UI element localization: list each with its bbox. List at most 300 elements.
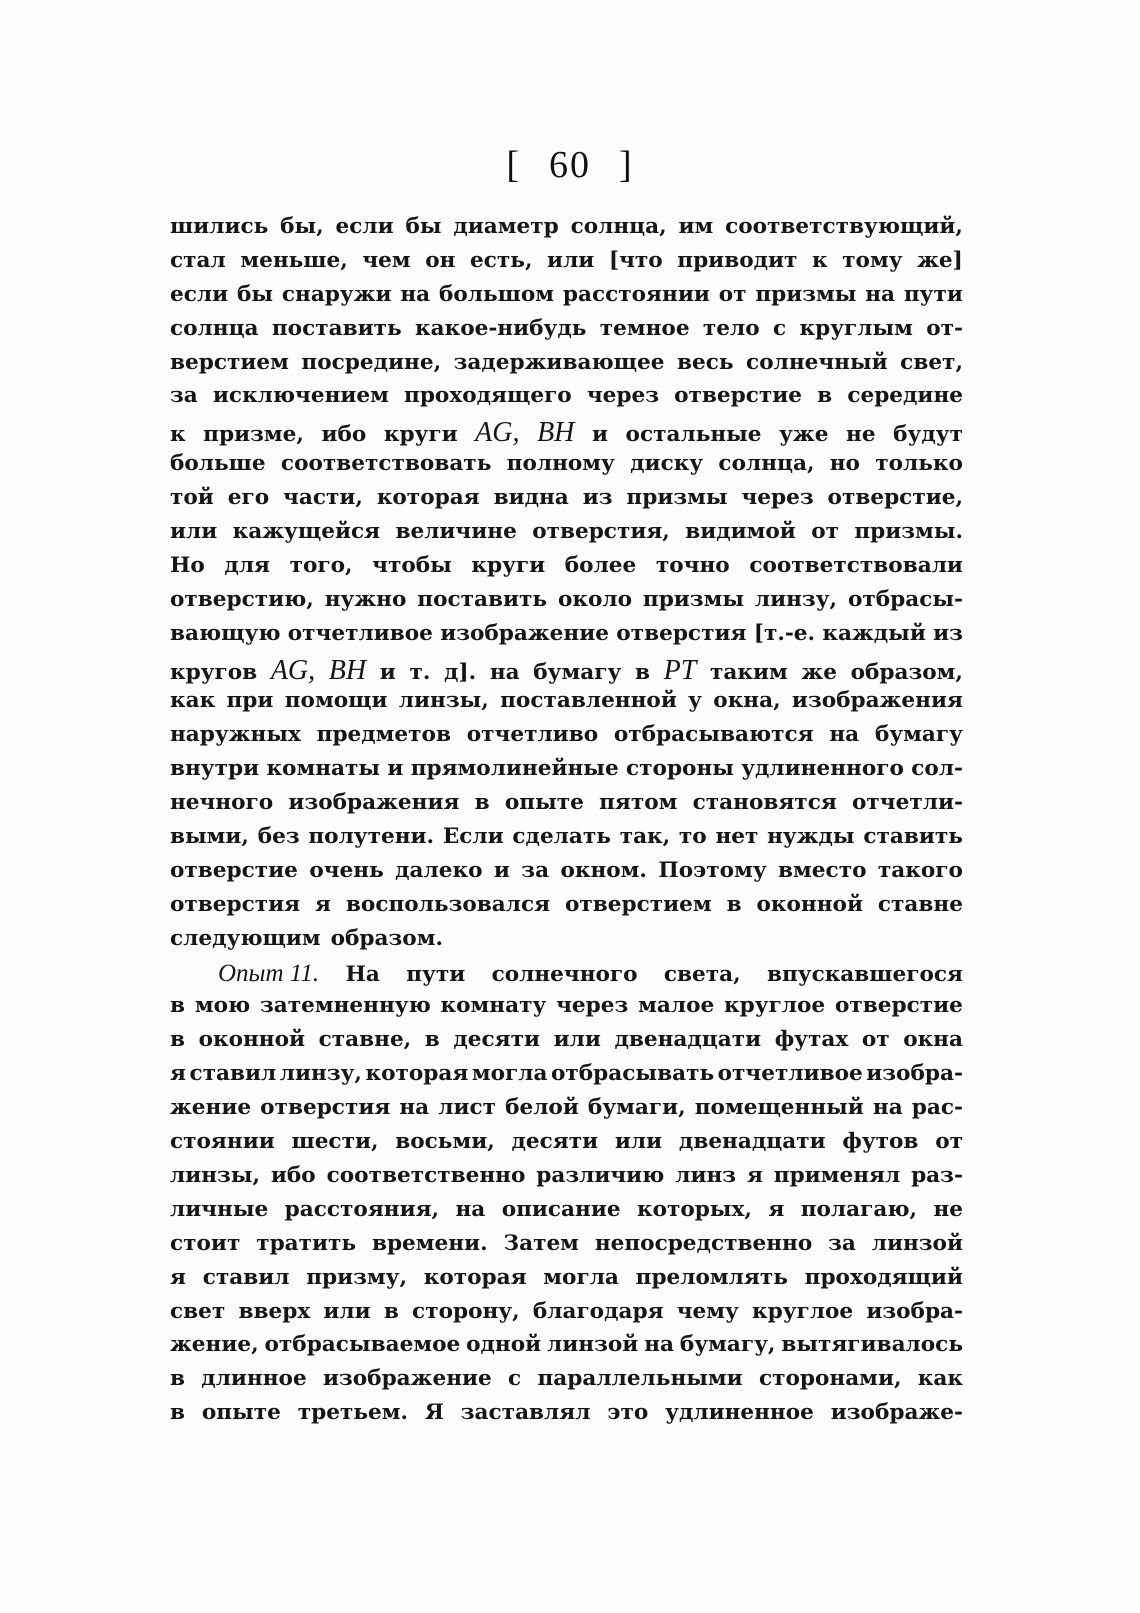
word: задерживающее <box>453 349 665 375</box>
word: расстоянии <box>562 281 710 307</box>
word: линз <box>675 1162 737 1188</box>
word: видимой <box>685 519 796 545</box>
word: [что <box>608 247 663 273</box>
word: от <box>811 519 839 545</box>
word: как <box>170 688 216 714</box>
word: благодаря <box>532 1298 664 1324</box>
word: я <box>170 1061 186 1087</box>
word: полному <box>506 451 615 477</box>
word: солнца <box>170 315 259 341</box>
word: различию <box>536 1162 665 1188</box>
word: тратить <box>256 1230 357 1256</box>
word: солнечный <box>746 349 888 375</box>
word: десяти <box>453 1027 541 1053</box>
text-line <box>170 282 963 316</box>
word: сторонами, <box>758 1366 902 1392</box>
word: проходящего <box>404 383 572 409</box>
word: не <box>933 1196 963 1222</box>
text-line <box>170 485 963 519</box>
word: части, <box>283 485 363 511</box>
text-line <box>170 1299 963 1333</box>
word: или <box>323 1298 371 1324</box>
word: к <box>170 422 186 448</box>
word: соответствовали <box>749 552 963 578</box>
word: соответственно <box>326 1162 526 1188</box>
word: отчетливо <box>466 722 599 748</box>
word: без <box>257 824 300 850</box>
word: нет <box>715 824 759 850</box>
word: отверстию, <box>170 586 314 612</box>
word: в <box>474 790 490 816</box>
word: с <box>508 1366 522 1392</box>
word: ставить <box>863 824 963 850</box>
text-line <box>170 1095 963 1129</box>
word: двенадцати <box>678 1129 826 1155</box>
word: применял <box>773 1162 901 1188</box>
word: нечного <box>170 790 274 816</box>
word: сторону, <box>412 1298 520 1324</box>
word: следующим <box>170 925 321 951</box>
word: изображение <box>440 620 609 646</box>
word: впускавшегося <box>766 961 963 987</box>
word: которая <box>376 485 480 511</box>
word: вытягивалось <box>781 1332 963 1358</box>
word: от <box>718 281 747 307</box>
word: или <box>614 1129 663 1155</box>
word: пути <box>406 961 466 987</box>
text-line <box>170 248 963 282</box>
word: бы <box>405 214 442 239</box>
text-line <box>170 1061 963 1095</box>
word: более <box>564 552 637 578</box>
word: остальные <box>625 422 762 448</box>
word: или <box>553 1027 601 1053</box>
word: отбрасы- <box>847 586 963 612</box>
word: как <box>917 1366 963 1392</box>
word: чем <box>362 247 411 273</box>
word: вместо <box>778 857 867 883</box>
word: отчетливое <box>717 1061 863 1087</box>
body-text <box>170 214 963 1434</box>
word: таким <box>709 659 788 685</box>
word: окна <box>903 1027 963 1053</box>
word: линзой <box>547 1332 639 1358</box>
word: отверстия <box>260 1095 391 1121</box>
word: отбрасывать <box>551 1061 715 1087</box>
word: через <box>556 993 629 1019</box>
word: круги <box>383 422 458 448</box>
word: и <box>379 659 396 685</box>
word: ибо <box>321 422 367 448</box>
text-line <box>170 722 963 756</box>
word: отчетли- <box>852 790 963 816</box>
word: больше <box>170 451 266 477</box>
word: не <box>846 422 876 448</box>
word: солнца, <box>570 214 667 239</box>
word: солнечного <box>491 961 638 987</box>
word: соответствовать <box>280 451 492 477</box>
word: к <box>811 247 828 273</box>
word: преломлять <box>635 1264 788 1290</box>
word: пятом <box>599 790 678 816</box>
word: полагаю, <box>800 1196 918 1222</box>
word: от <box>935 1129 963 1155</box>
word: или <box>170 519 218 545</box>
text-line <box>170 926 963 960</box>
word: солнца, <box>718 451 815 477</box>
word: помощи <box>284 688 388 714</box>
word: стал <box>170 247 226 273</box>
word: выми, <box>170 824 249 850</box>
word: предметов <box>316 722 451 748</box>
word: третьем. <box>297 1400 408 1426</box>
word: футах <box>774 1027 849 1053</box>
word: вверх <box>238 1298 311 1324</box>
word: внутри <box>170 756 260 782</box>
word: нужно <box>324 586 407 612</box>
word: раз- <box>911 1162 963 1188</box>
word: окном. <box>560 857 647 883</box>
word: из <box>933 620 963 646</box>
word: или <box>547 247 595 273</box>
word: стоянии <box>170 1129 275 1155</box>
word: свет <box>170 1298 226 1324</box>
word: образом, <box>850 659 963 685</box>
word: если <box>335 214 394 239</box>
word: отверстие <box>674 383 803 409</box>
word: малое <box>638 993 715 1019</box>
word: при <box>226 688 274 714</box>
word: через <box>586 383 659 409</box>
word: такого <box>877 857 963 883</box>
word: двенадцати <box>614 1027 762 1053</box>
word: для <box>224 552 270 578</box>
word: десяти <box>511 1129 599 1155</box>
bracket-close: ] <box>619 144 634 186</box>
word: я <box>170 1264 186 1290</box>
text-line <box>170 892 963 926</box>
word: могла <box>471 1061 548 1087</box>
word: становятся <box>692 790 837 816</box>
word: круги <box>471 552 546 578</box>
word: с <box>773 315 787 341</box>
word: у <box>688 688 702 714</box>
word: в <box>170 993 186 1019</box>
word: образом. <box>330 925 443 951</box>
word: непосредственно <box>594 1230 813 1256</box>
word: то <box>678 824 707 850</box>
word: расстояния, <box>284 1196 440 1222</box>
word: ставне <box>877 891 963 917</box>
word: тому <box>842 247 903 273</box>
word: которая <box>423 1264 527 1290</box>
word: Я <box>424 1400 444 1426</box>
text-line <box>170 587 963 621</box>
word: изображения <box>288 790 460 816</box>
word: комнату <box>440 993 547 1019</box>
word: это <box>607 1400 649 1426</box>
word: поставить <box>271 315 402 341</box>
word: окна, <box>713 688 781 714</box>
word: отбрасываются <box>613 722 814 748</box>
word: диаметр <box>453 214 559 239</box>
word: весь <box>676 349 734 375</box>
text-line <box>170 316 963 350</box>
word: параллельными <box>537 1366 743 1392</box>
word: Опыт 11. <box>218 959 320 987</box>
word: за <box>828 1230 856 1256</box>
word: шились <box>170 214 269 239</box>
word: но <box>829 451 860 477</box>
word: Затем <box>503 1230 579 1256</box>
word: линзу, <box>279 1061 362 1087</box>
text-line <box>170 756 963 790</box>
word: в <box>170 1400 186 1426</box>
word: очень <box>309 857 384 883</box>
word: бумагу <box>533 659 622 685</box>
word: отверстия <box>170 891 301 917</box>
word: комнаты <box>266 756 381 782</box>
text-line <box>170 790 963 824</box>
word: меньше, <box>240 247 348 273</box>
word: белой <box>505 1095 579 1121</box>
text-line <box>170 553 963 587</box>
word: вающую <box>170 620 281 646</box>
word: стоит <box>170 1230 241 1256</box>
word: сделать <box>512 824 611 850</box>
word: и <box>387 756 404 782</box>
word: личные <box>170 1196 269 1222</box>
word: мою <box>194 993 251 1019</box>
word: нужды <box>767 824 855 850</box>
word: отверстием <box>565 891 712 917</box>
word: жение <box>170 1095 252 1121</box>
word: заставлял <box>460 1400 591 1426</box>
word: рас- <box>911 1095 963 1121</box>
text-line <box>170 350 963 384</box>
word: поставить <box>417 586 548 612</box>
word: точно <box>655 552 730 578</box>
word: Если <box>442 824 504 850</box>
word: на <box>400 281 431 307</box>
word: чему <box>676 1298 739 1324</box>
word: около <box>557 586 632 612</box>
word: бумагу, <box>679 1332 776 1358</box>
word: описание <box>501 1196 621 1222</box>
word: наружных <box>170 722 301 748</box>
word: удлиненное <box>665 1400 814 1426</box>
word: ибо <box>270 1162 316 1188</box>
word: поставленной <box>500 688 677 714</box>
word: его <box>227 485 270 511</box>
word: изобра- <box>866 1298 963 1324</box>
text-line <box>170 621 963 655</box>
word: проходящий <box>804 1264 963 1290</box>
page-number: 60 <box>549 144 591 186</box>
word: бы <box>236 281 274 307</box>
word: линзу, <box>754 586 838 612</box>
text-line <box>170 858 963 892</box>
word: стороны <box>626 756 734 782</box>
page-number-header <box>0 143 1140 187</box>
word: помещенный <box>694 1095 864 1121</box>
word: ставне, <box>318 1027 412 1053</box>
word: изображение <box>322 1366 492 1392</box>
word: опыте <box>504 790 584 816</box>
text-line <box>170 1400 963 1434</box>
word: изображения <box>791 688 963 714</box>
word: пути <box>903 281 963 307</box>
word: я <box>768 1196 785 1222</box>
text-line <box>170 1231 963 1265</box>
word: в <box>424 1027 440 1053</box>
word: через <box>741 485 814 511</box>
word: Но <box>170 552 205 578</box>
text-line <box>170 1129 963 1163</box>
word: ставил <box>189 1061 277 1087</box>
word: [т.-е. <box>753 620 816 646</box>
word: какое-нибудь <box>415 315 587 341</box>
text-line <box>170 824 963 858</box>
text-line <box>170 1197 963 1231</box>
word: призмы. <box>854 519 963 545</box>
word: исключением <box>212 383 389 409</box>
word: чтобы <box>372 552 452 578</box>
text-line <box>170 688 963 722</box>
word: опыте <box>201 1400 281 1426</box>
word: призмы <box>642 586 744 612</box>
word: призмы <box>755 281 857 307</box>
text-line <box>170 1027 963 1061</box>
word: призму, <box>306 1264 407 1290</box>
word: которая <box>365 1061 469 1087</box>
word: приводит <box>677 247 798 273</box>
word: от <box>861 1027 890 1053</box>
word: темное <box>599 315 690 341</box>
word: света, <box>663 961 741 987</box>
word: уже <box>779 422 829 448</box>
word: посредине, <box>301 349 442 375</box>
word: им <box>678 214 714 239</box>
word: есть, <box>470 247 533 273</box>
word: PT <box>663 654 697 686</box>
word: я <box>315 891 331 917</box>
text-line <box>170 1332 963 1366</box>
word: на <box>455 1196 486 1222</box>
word: отверстия <box>616 620 747 646</box>
word: отбрасываемое <box>264 1332 461 1358</box>
word: снаружи <box>281 281 392 307</box>
word: на <box>865 281 896 307</box>
text-line <box>170 1366 963 1400</box>
word: на <box>399 1095 430 1121</box>
word: далеко <box>395 857 483 883</box>
word: линзы, <box>170 1162 260 1188</box>
word: и <box>591 422 608 448</box>
word: тело <box>702 315 760 341</box>
word: могла <box>543 1264 619 1290</box>
word: в <box>817 383 833 409</box>
word: бумагу <box>874 722 963 748</box>
word: AG, <box>475 417 520 449</box>
word: середине <box>847 383 963 409</box>
word: величине <box>395 519 517 545</box>
word: восьми, <box>395 1129 495 1155</box>
word: круглое <box>752 1298 854 1324</box>
word: футов <box>842 1129 919 1155</box>
word: за <box>521 857 550 883</box>
word: одной <box>466 1332 542 1358</box>
word: которых, <box>637 1196 752 1222</box>
word: На <box>345 961 380 987</box>
word: лист <box>438 1095 496 1121</box>
word: и <box>493 857 510 883</box>
word: т. <box>409 659 431 685</box>
word: затемненную <box>259 993 431 1019</box>
word: же] <box>917 247 963 273</box>
word: жение, <box>170 1332 259 1358</box>
word: я <box>746 1162 763 1188</box>
word: круглым <box>799 315 913 341</box>
word: сол- <box>911 756 963 782</box>
word: в <box>170 1366 186 1392</box>
word: воспользовался <box>345 891 551 917</box>
word: изобра- <box>866 1061 963 1087</box>
text-line <box>170 451 963 485</box>
word: круглое <box>724 993 826 1019</box>
word: линзы, <box>398 688 489 714</box>
text-line <box>170 655 963 689</box>
word: на <box>872 1095 903 1121</box>
text-line <box>170 519 963 553</box>
word: на <box>644 1332 674 1358</box>
word: будут <box>893 422 963 448</box>
word: диску <box>630 451 704 477</box>
text-line <box>170 993 963 1027</box>
word: отверстие <box>834 993 963 1019</box>
word: на <box>829 722 860 748</box>
word: ставил <box>202 1264 290 1290</box>
word: из <box>582 485 613 511</box>
word: только <box>875 451 963 477</box>
text-line <box>170 383 963 417</box>
word: от- <box>926 315 963 341</box>
word: же <box>801 659 837 685</box>
word: линзой <box>871 1230 963 1256</box>
word: отчетливое <box>287 620 433 646</box>
word: бы, <box>280 214 324 239</box>
word: кругов <box>170 659 258 685</box>
word: прямолинейные <box>410 756 619 782</box>
word: отверстия, <box>532 519 670 545</box>
word: в <box>634 659 650 685</box>
word: он <box>425 247 456 273</box>
word: в <box>383 1298 399 1324</box>
word: свет, <box>900 349 963 375</box>
word: на <box>489 659 520 685</box>
word: времени. <box>371 1230 488 1256</box>
word: каждый <box>822 620 926 646</box>
text-line <box>170 214 963 248</box>
word: в <box>170 1027 186 1053</box>
word: отверстие, <box>827 485 963 511</box>
word: призмы <box>626 485 728 511</box>
word: кажущейся <box>232 519 381 545</box>
word: большом <box>439 281 555 307</box>
word: за <box>170 383 198 409</box>
word: BH <box>328 654 367 686</box>
bracket-open: [ <box>506 144 521 186</box>
